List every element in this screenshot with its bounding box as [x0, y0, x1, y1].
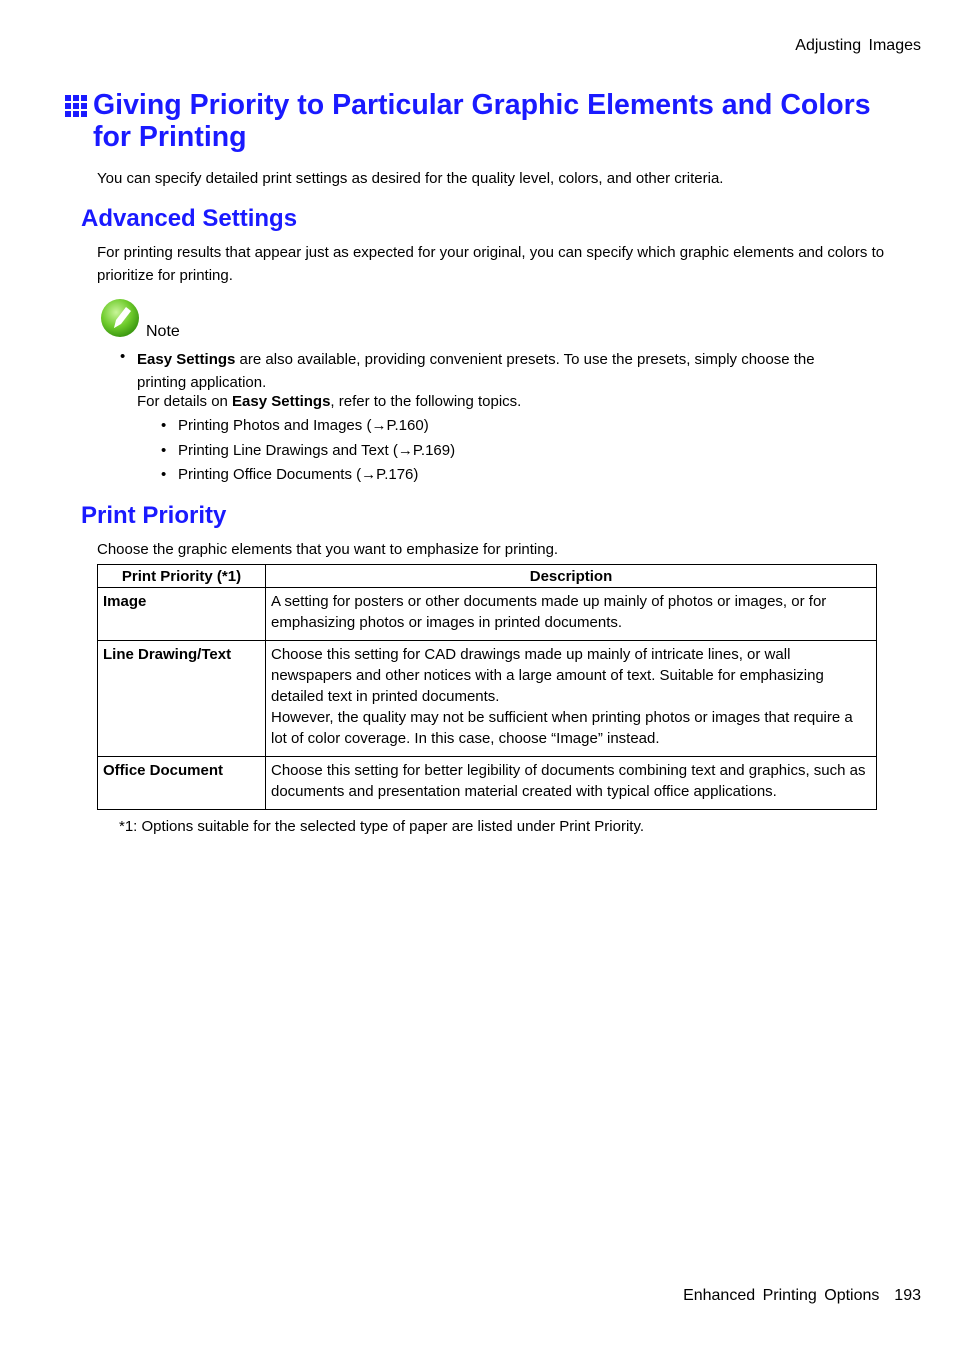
note-label: Note [146, 323, 180, 340]
table-cell-description: Choose this setting for better legibility of documents combining text and graphics, such as documents and presentation material created with typical office applications. [266, 757, 877, 810]
print-priority-table [97, 564, 877, 810]
note-details [137, 393, 521, 410]
page-number: 193 [894, 1287, 921, 1304]
topic-link-office[interactable]: • Printing Office Documents (→P.176) [161, 466, 419, 483]
note-bullet-text: are also available, providing convenient presets. To use the presets, simply choose the printing application. [137, 351, 815, 391]
description-line: Choose this setting for CAD drawings made up mainly of intricate lines, or wall newspapers and other notices with a large amount of text. Suitable for emphasizing detailed text in printed documents. [271, 646, 824, 705]
table-footnote: *1: Options suitable for the selected type of paper are listed under Print Priority. [119, 818, 644, 835]
print-priority-heading: Print Priority [81, 502, 227, 529]
easy-settings-bold: Easy Settings [137, 351, 236, 368]
print-priority-text: Choose the graphic elements that you want to emphasize for printing. [97, 541, 559, 558]
table-header-row [98, 565, 877, 588]
topic-link-text[interactable]: Printing Photos and Images (→P.160) [178, 417, 429, 434]
page-footer [683, 1287, 921, 1305]
advanced-settings-text: For printing results that appear just as expected for your original, you can specify which graphic elements and colors to prioritize for printing. [97, 244, 885, 284]
topic-link-text[interactable]: Printing Office Documents (→P.176) [178, 466, 419, 483]
table-header-description: Description [266, 565, 877, 588]
table-cell-description: A setting for posters or other documents made up mainly of photos or images, or for emphasizing photos or images in printed documents. [266, 588, 877, 641]
topic-link-line-drawings[interactable]: • Printing Line Drawings and Text (→P.169) [161, 442, 456, 459]
details-bold: Easy Settings [232, 393, 331, 410]
table-cell-term: Office Document [98, 757, 266, 810]
note-bullet [137, 348, 867, 394]
table-row [98, 641, 877, 757]
table-row [98, 757, 877, 810]
description-line: However, the quality may not be sufficient when printing photos or images that require a lot of color coverage. In this case, choose “Image” instead. [271, 709, 853, 747]
topic-link-text[interactable]: Printing Line Drawings and Text (→P.169) [178, 442, 456, 459]
intro-text: You can specify detailed print settings as desired for the quality level, colors, and other criteria. [97, 170, 724, 187]
details-suffix: , refer to the following topics. [330, 393, 522, 410]
table-cell-description [266, 641, 877, 757]
note-pencil-icon [100, 298, 142, 340]
bullet-dot: • [120, 348, 126, 365]
table-row [98, 588, 877, 641]
advanced-settings-heading: Advanced Settings [81, 205, 298, 232]
topic-link-photos[interactable]: • Printing Photos and Images (→P.160) [161, 417, 429, 434]
details-prefix: For details on [137, 393, 233, 410]
table-cell-term: Line Drawing/Text [98, 641, 266, 757]
table-cell-term: Image [98, 588, 266, 641]
grid-bullet-icon [65, 95, 87, 117]
running-header: Adjusting Images [795, 37, 921, 54]
table-header-print-priority: Print Priority (*1) [98, 565, 266, 588]
page-title: Giving Priority to Particular Graphic Elements and Colors for Printing [93, 89, 871, 153]
footer-section: Enhanced Printing Options [683, 1287, 880, 1304]
